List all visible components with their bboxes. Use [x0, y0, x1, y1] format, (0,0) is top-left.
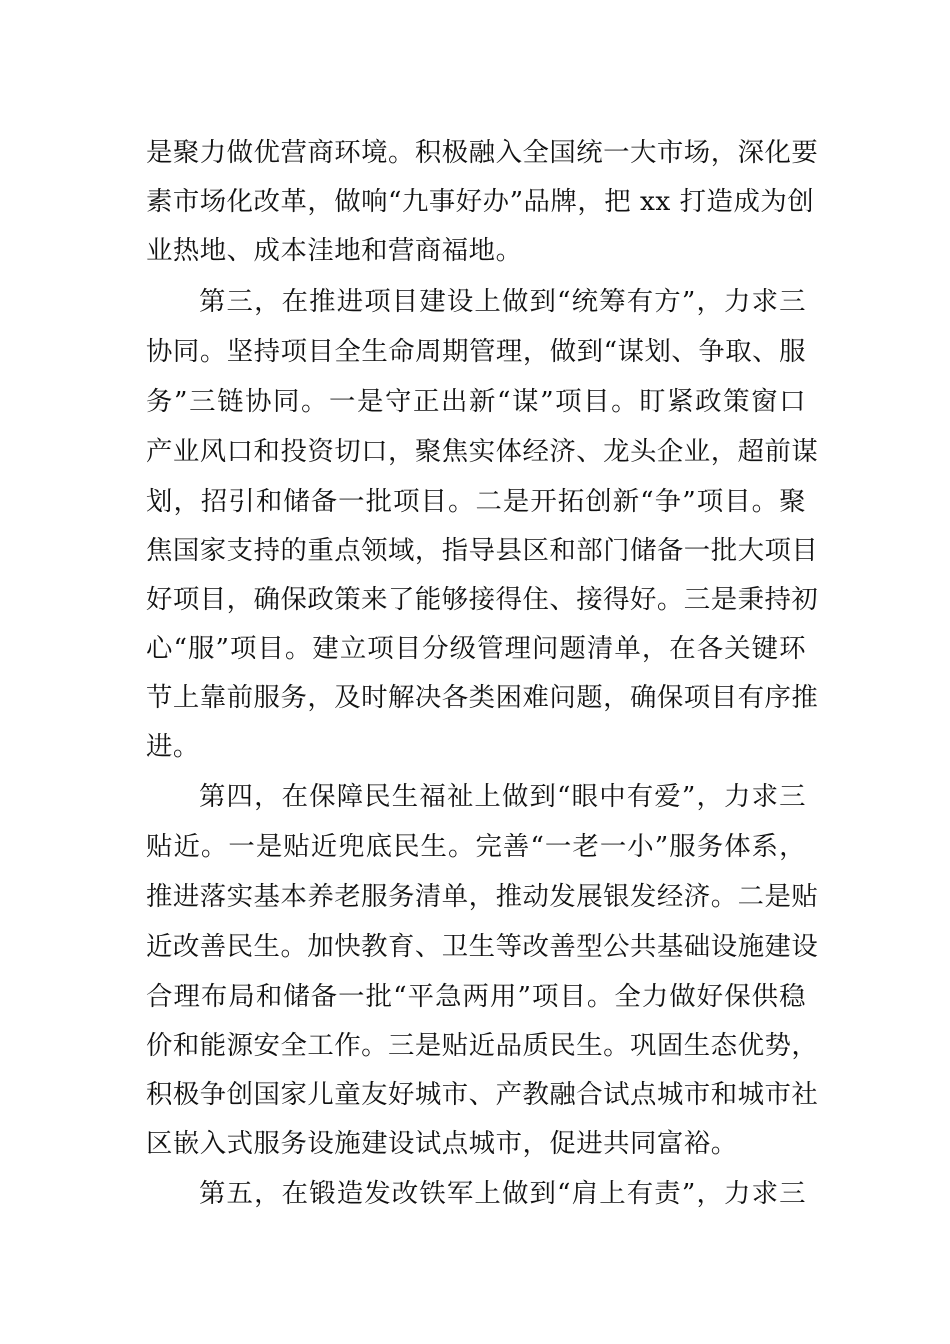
text-line: 积极争创国家儿童友好城市、产教融合试点城市和城市社: [146, 1079, 819, 1110]
text-line: 价和能源安全工作。三是贴近品质民生。巩固生态优势，: [146, 1030, 819, 1061]
paragraph-start-line: 第五，在锻造发改铁军上做到“肩上有责”，力求三: [199, 1178, 806, 1209]
text-line: 近改善民生。加快教育、卫生等改善型公共基础设施建设: [146, 931, 819, 962]
text-line: 推进落实基本养老服务清单，推动发展银发经济。二是贴: [146, 881, 819, 912]
text-line: 贴近。一是贴近兜底民生。完善“一老一小”服务体系，: [146, 831, 806, 862]
text-line: 合理布局和储备一批“平急两用”项目。全力做好保供稳: [146, 981, 806, 1012]
text-line: 好项目，确保政策来了能够接得住、接得好。三是秉持初: [146, 584, 819, 615]
text-line: 心“服”项目。建立项目分级管理问题清单，在各关键环: [146, 633, 806, 664]
paragraph-start-line: 第四，在保障民生福祉上做到“眼中有爱”，力求三: [199, 781, 806, 812]
text-line: 业热地、成本洼地和营商福地。: [146, 235, 523, 266]
text-line: 节上靠前服务，及时解决各类困难问题，确保项目有序推: [146, 682, 819, 713]
text-line: 区嵌入式服务设施建设试点城市，促进共同富裕。: [146, 1128, 738, 1159]
text-line: 焦国家支持的重点领域，指导县区和部门储备一批大项目: [146, 535, 819, 566]
text-line: 素市场化改革，做响“九事好办”品牌，把 xx 打造成为创: [146, 186, 815, 217]
paragraph-start-line: 第三，在推进项目建设上做到“统筹有方”，力求三: [199, 286, 806, 317]
text-line: 划，招引和储备一批项目。二是开拓创新“争”项目。聚: [146, 486, 806, 517]
text-line: 是聚力做优营商环境。积极融入全国统一大市场，深化要: [146, 137, 819, 168]
text-line: 产业风口和投资切口，聚焦实体经济、龙头企业，超前谋: [146, 436, 819, 467]
text-line: 进。: [146, 731, 200, 762]
text-line: 协同。坚持项目全生命周期管理，做到“谋划、争取、服: [146, 336, 806, 367]
text-line: 务”三链协同。一是守正出新“谋”项目。盯紧政策窗口: [146, 386, 806, 417]
